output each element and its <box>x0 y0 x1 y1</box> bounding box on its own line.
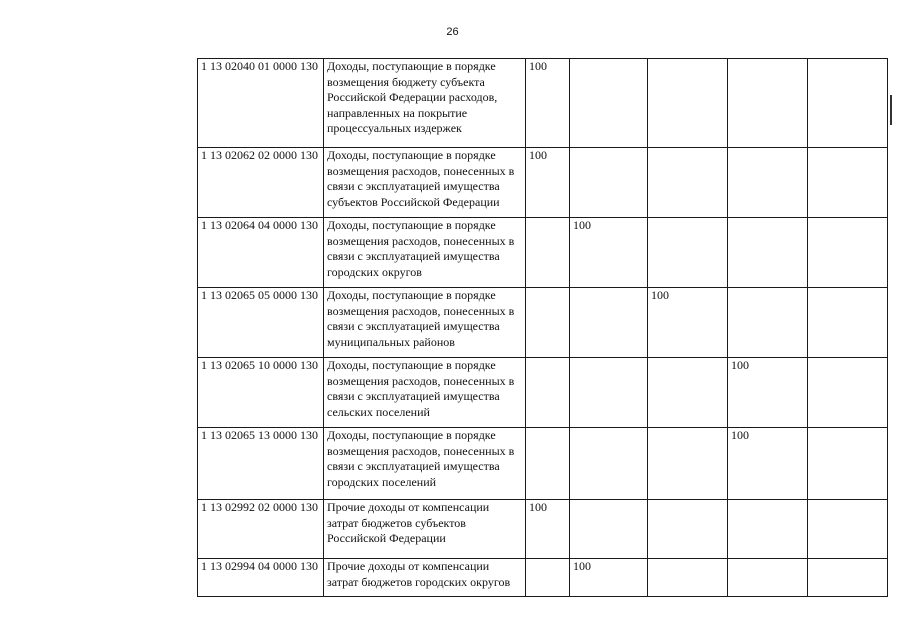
revenue-name-cell: Доходы, поступающие в порядке возмещения расходов, понесенных в связи с эксплуатацией имущества городских округов <box>324 218 526 288</box>
percent-cell-col-3 <box>648 428 728 500</box>
percent-cell-col-4 <box>728 148 808 218</box>
percent-cell-col-2 <box>570 428 648 500</box>
revenue-code-cell: 1 13 02065 05 0000 130 <box>198 288 324 358</box>
percent-cell-col-2: 100 <box>570 559 648 597</box>
percent-cell-col-5 <box>808 559 888 597</box>
table-row <box>198 148 888 218</box>
revenue-name-cell: Доходы, поступающие в порядке возмещения расходов, понесенных в связи с эксплуатацией имущества субъектов Российской Федерации <box>324 148 526 218</box>
percent-cell-col-5 <box>808 288 888 358</box>
percent-cell-col-3 <box>648 559 728 597</box>
revenue-code-cell: 1 13 02065 13 0000 130 <box>198 428 324 500</box>
revenue-code-cell: 1 13 02064 04 0000 130 <box>198 218 324 288</box>
table-row <box>198 59 888 148</box>
revenue-code-cell: 1 13 02062 02 0000 130 <box>198 148 324 218</box>
percent-cell-col-3: 100 <box>648 288 728 358</box>
percent-cell-col-5 <box>808 428 888 500</box>
percent-cell-col-2 <box>570 288 648 358</box>
percent-cell-col-1 <box>526 559 570 597</box>
revenue-name-cell: Доходы, поступающие в порядке возмещения расходов, понесенных в связи с эксплуатацией имущества городских поселений <box>324 428 526 500</box>
table-row <box>198 218 888 288</box>
percent-cell-col-3 <box>648 218 728 288</box>
percent-cell-col-1: 100 <box>526 148 570 218</box>
revenue-code-cell: 1 13 02065 10 0000 130 <box>198 358 324 428</box>
percent-cell-col-5 <box>808 500 888 559</box>
percent-cell-col-1 <box>526 288 570 358</box>
revenue-distribution-table <box>197 58 888 597</box>
percent-cell-col-5 <box>808 59 888 148</box>
percent-cell-col-4 <box>728 559 808 597</box>
table-row <box>198 559 888 597</box>
table-row <box>198 428 888 500</box>
percent-cell-col-3 <box>648 500 728 559</box>
percent-cell-col-4: 100 <box>728 428 808 500</box>
percent-cell-col-2 <box>570 59 648 148</box>
page-number: 26 <box>446 26 459 38</box>
table-row <box>198 500 888 559</box>
percent-cell-col-2 <box>570 500 648 559</box>
percent-cell-col-5 <box>808 218 888 288</box>
revenue-name-cell: Прочие доходы от компенсации затрат бюджетов городских округов <box>324 559 526 597</box>
percent-cell-col-1: 100 <box>526 59 570 148</box>
revenue-name-cell: Доходы, поступающие в порядке возмещения расходов, понесенных в связи с эксплуатацией имущества сельских поселений <box>324 358 526 428</box>
percent-cell-col-4 <box>728 59 808 148</box>
percent-cell-col-4 <box>728 288 808 358</box>
percent-cell-col-2 <box>570 148 648 218</box>
percent-cell-col-5 <box>808 148 888 218</box>
revenue-code-cell: 1 13 02994 04 0000 130 <box>198 559 324 597</box>
percent-cell-col-1 <box>526 218 570 288</box>
table-row <box>198 358 888 428</box>
percent-cell-col-3 <box>648 59 728 148</box>
revenue-code-cell: 1 13 02040 01 0000 130 <box>198 59 324 148</box>
revenue-code-cell: 1 13 02992 02 0000 130 <box>198 500 324 559</box>
percent-cell-col-1 <box>526 428 570 500</box>
percent-cell-col-3 <box>648 358 728 428</box>
percent-cell-col-1: 100 <box>526 500 570 559</box>
percent-cell-col-4 <box>728 500 808 559</box>
percent-cell-col-2: 100 <box>570 218 648 288</box>
percent-cell-col-1 <box>526 358 570 428</box>
revenue-name-cell: Доходы, поступающие в порядке возмещения расходов, понесенных в связи с эксплуатацией имущества муниципальных районов <box>324 288 526 358</box>
revenue-name-cell: Прочие доходы от компенсации затрат бюджетов субъектов Российской Федерации <box>324 500 526 559</box>
percent-cell-col-5 <box>808 358 888 428</box>
percent-cell-col-3 <box>648 148 728 218</box>
table-row <box>198 288 888 358</box>
page-edge-mark <box>890 95 892 125</box>
revenue-name-cell: Доходы, поступающие в порядке возмещения бюджету субъекта Российской Федерации расходов, направленных на покрытие процессуальных издержек <box>324 59 526 148</box>
percent-cell-col-4 <box>728 218 808 288</box>
percent-cell-col-2 <box>570 358 648 428</box>
percent-cell-col-4: 100 <box>728 358 808 428</box>
